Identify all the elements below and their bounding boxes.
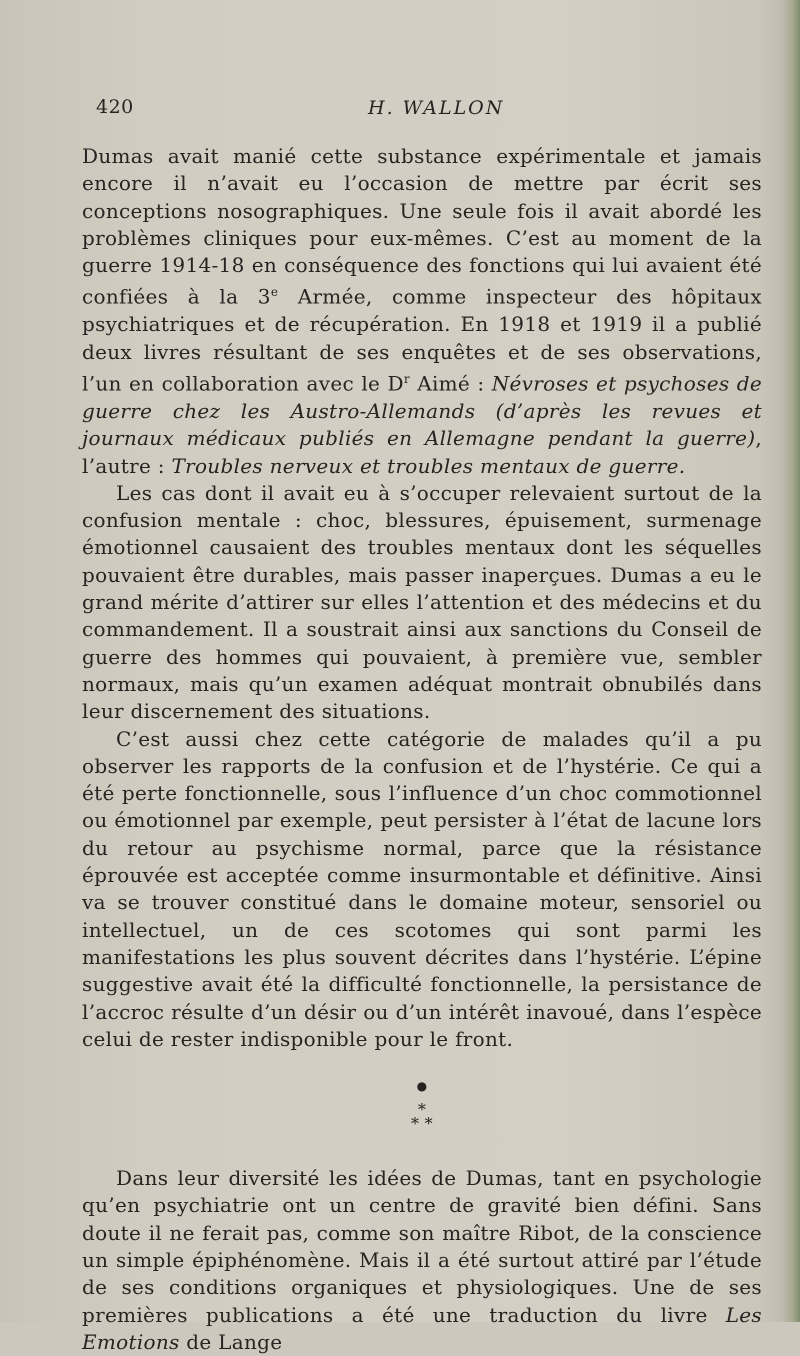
paragraph-2: Les cas dont il avait eu à s’occuper relevaient surtout de la confusion mentale : choc, blessures, épuisement, surmenage émotionnel causaient des troubles mentaux dont les séquelles pouvaient être durables, mais passer inaperçues. Dumas a eu le grand mérite d’attirer sur elles l’attention et des médecins et du commandement. Il a soustrait ainsi aux sanctions du Conseil de guerre des hommes qui pouvaient, à première vue, sembler normaux, mais qu’un examen adéquat montrait obnubilés dans leur discernement des situations. — [82, 480, 762, 724]
page-number: 420 — [96, 96, 134, 118]
text-run: Aimé : — [409, 371, 492, 396]
superscript: r — [403, 372, 410, 387]
text-run: de Lange — [179, 1329, 283, 1354]
text-run: Dans leur diversité les idées de Dumas, tant en psychologie qu’en psychiatrie ont un centre de gravité bien défini. Sans doute il ne ferait pas, comme son maître Ribot, de la conscience un simple épiphénomène. Mais il a été surtout attiré par l’étude de ses conditions organiques et physiologiques. Une de ses premières publications a été une traduction du livre — [82, 1166, 762, 1327]
book-title: Troubles nerveux et troubles mentaux de guerre. — [171, 453, 686, 478]
text-run: Dumas avait manié cette substance expérimentale et jamais encore il n’avait eu l’occasion de mettre par écrit ses conceptions nosographiques. Une seule fois il avait abordé les problèmes cliniques pour eux-mêmes. C’est au moment de la guerre 1914-18 en conséquence des fonctions qui lui avaient été confiées à la 3 — [82, 144, 762, 310]
text-run: , l’autre : — [82, 426, 762, 478]
book-title: Les Emotions — [82, 1302, 762, 1354]
running-head: H. WALLON — [368, 97, 505, 119]
body-text — [82, 143, 762, 1356]
asterism-top: * — [417, 1100, 427, 1120]
asterism-bottom: * * — [411, 1114, 433, 1134]
page-edge — [782, 0, 800, 1322]
paragraph-4 — [82, 1165, 762, 1356]
paragraph-1 — [82, 143, 762, 480]
section-separator — [82, 1079, 762, 1134]
page-header — [96, 96, 756, 122]
book-title: Névroses et psychoses de guerre chez les Austro-Allemands (d’après les revues et journaux médicaux publiés en Allemagne pendant la guerre) — [82, 371, 762, 451]
text-run: Armée, comme inspecteur des hôpitaux psychiatriques et de récupération. En 1918 et 1919 il a publié deux livres résultant de ses enquêtes et de ses observations, l’un en collaboration avec le D — [82, 285, 762, 396]
superscript: e — [270, 285, 279, 300]
ink-dot: ● — [416, 1079, 428, 1094]
paragraph-3: C’est aussi chez cette catégorie de malades qu’il a pu observer les rapports de la confusion et de l’hystérie. Ce qui a été perte fonctionnelle, sous l’influence d’un choc commotionnel ou émotionnel par exemple, peut persister à l’état de lacune lors du retour au psychisme normal, parce que la résistance éprouvée est acceptée comme insurmontable et définitive. Ainsi va se trouver constitué dans le domaine moteur, sensoriel ou intellectuel, un de ces scotomes qui sont parmi les manifestations les plus souvent décrites dans l’hystérie. L’épine suggestive avait été la difficulté fonctionnelle, la persistance de l’accroc résulte d’un désir ou d’un intérêt inavoué, dans l’espèce celui de rester indisponible pour le front. — [82, 726, 762, 1051]
